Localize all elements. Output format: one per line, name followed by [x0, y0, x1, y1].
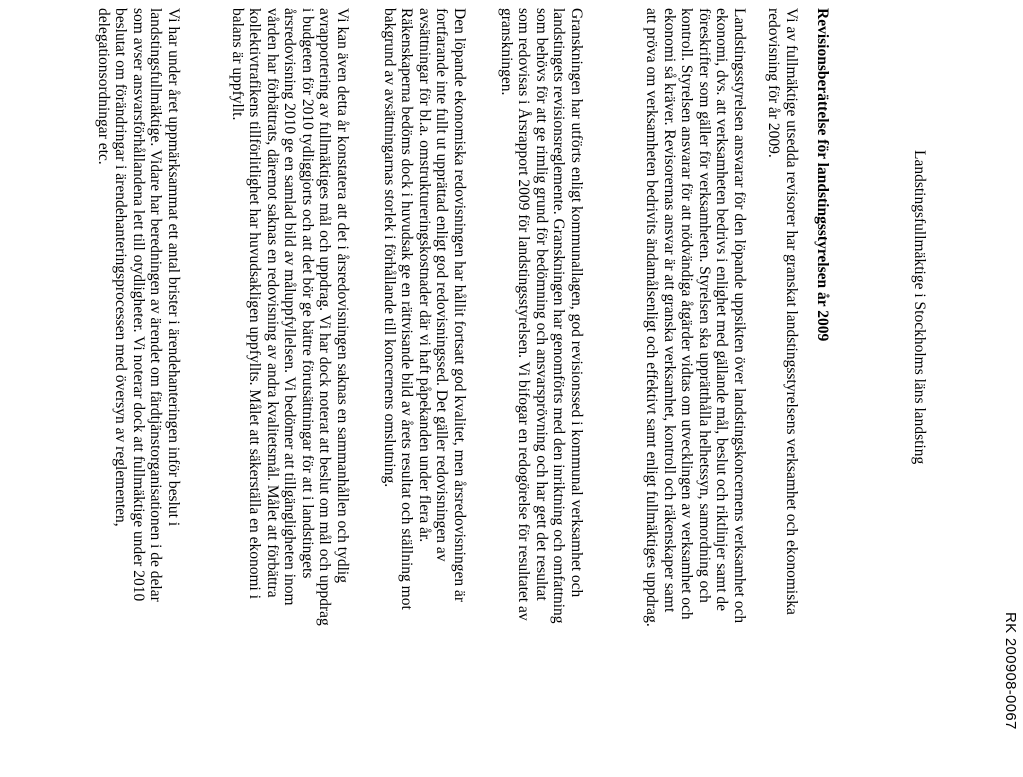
text-line: Granskningen har utförts enligt kommunallagen, god revisionssed i kommunal verksamhet och: [568, 8, 585, 598]
text-line: kollektivtrafikens tillförlitlighet har huvudsakligen uppfyllts. Målet att säkerställa en ekonomi i: [246, 8, 264, 600]
text-line: Räkenskaperna bedöms dock i huvudsak ge en rättvisande bild av årets resultat och ställning mot: [398, 8, 416, 610]
paragraph-audit-scope: [498, 8, 586, 768]
document-title: Revisionsberättelse för landstingsstyrelsen år 2009: [814, 8, 831, 342]
reference-number: RK 200908-0067: [1002, 612, 1019, 730]
text-line: att pröva om verksamheten bedrivits ändamålsenligt och effektivt samt enligt fullmäktiges uppdrag.: [643, 8, 661, 627]
text-line: Vi av fullmäktige utsedda revisorer har granskat landstingsstyrelsens verksamhet och ekonomiska: [783, 8, 800, 615]
text-line: ekonomi, dvs. att verksamheten bedrivs i enlighet med gällande mål, beslut och riktlinjer samt de: [713, 8, 731, 612]
text-line: Landstingsstyrelsen ansvarar för den löpande uppsikten över landstingskoncernens verksamhet och: [731, 8, 748, 624]
text-line: avrapportering av fullmäktiges mål och uppdrag. Vi har dock noterat att beslut om mål och uppdrag: [316, 8, 334, 626]
text-line: delegationsordningar etc.: [95, 8, 112, 165]
text-line: vården har förbättrats, däremot saknas en redovisning av andra kvalitetsmål. Målet att förbättra: [264, 8, 281, 598]
paragraph-intro: [765, 8, 800, 768]
text-line: ekonomi så kräver. Revisorernas ansvar är att granska verksamhet, kontroll och räkenskaper samt: [661, 8, 678, 613]
text-line: Vi kan även detta år konstatera att det i årsredovisningen saknas en sammanhållen och tydlig: [334, 8, 351, 583]
paragraph-accounting: [381, 8, 469, 768]
text-line: i budgeten för 2010 tydliggjorts och att det bör ge bättre förutsättningar för att i landstingets: [299, 8, 316, 579]
recipient-heading: Landstingsfullmäktige i Stockholms läns landsting: [911, 150, 928, 465]
text-line: föreskrifter som gäller för verksamheten. Styrelsen ska upprätthålla helhetssyn, samordning och: [696, 8, 713, 603]
text-line: fortfarande inte fullt ut upprättad enligt god redovisningssed. Det gäller redovisningen av: [433, 8, 451, 562]
text-line: som redovisas i Årsrapport 2009 för landstingsstyrelsen. Vi bifogar en redogörelse för resultatet av: [515, 8, 533, 621]
text-line: redovisning för år 2009.: [765, 8, 783, 158]
text-line: avsättningar för bl.a. omstruktureringskostnader där vi haft påpekanden under flera år.: [416, 8, 433, 543]
text-line: landstingsfullmäktige. Vidare har beredningen av ärendet om färdtjänstorganisationen i de delar: [147, 8, 165, 602]
text-line: bakgrund av avsättningarnas storlek i förhållande till koncernens omslutning.: [381, 8, 398, 488]
text-line: beslutat om förändringar i ärendehanteringsprocessen med översyn av reglementen,: [112, 8, 130, 527]
text-line: Den löpande ekonomiska redovisningen har hållit fortsatt god kvalitet, men årsredovisningen är: [451, 8, 468, 603]
text-line: Vi har under året uppmärksammat ett antal brister i ärendehanteringen inför beslut i: [165, 8, 182, 527]
text-line: granskningen.: [498, 8, 515, 96]
paragraph-case-handling: [95, 8, 183, 768]
text-line: balans är uppfyllt.: [229, 8, 246, 121]
paragraph-responsibility: [643, 8, 748, 768]
text-line: som avser ansvarsförhållandena lett till otydligheter. Vi noterar dock att fullmäktige under 2010: [130, 8, 147, 602]
text-line: kontroll. Styrelsen ansvarar för att nödvändiga åtgärder vidtas om utvecklingen av verksamhet och: [678, 8, 696, 620]
text-line: som behövs för att ge rimlig grund för bedömning och ansvarsprövning och har gett det resultat: [533, 8, 550, 601]
text-line: årsredovisning 2010 ge en samlad bild av måluppfyllelsen. Vi bedömer att tillgängligheten inom: [281, 8, 299, 606]
text-line: landstingets revisionsreglemente. Granskningen har genomförts med den inriktning och omfattning: [550, 8, 568, 624]
paragraph-goals: [229, 8, 352, 768]
